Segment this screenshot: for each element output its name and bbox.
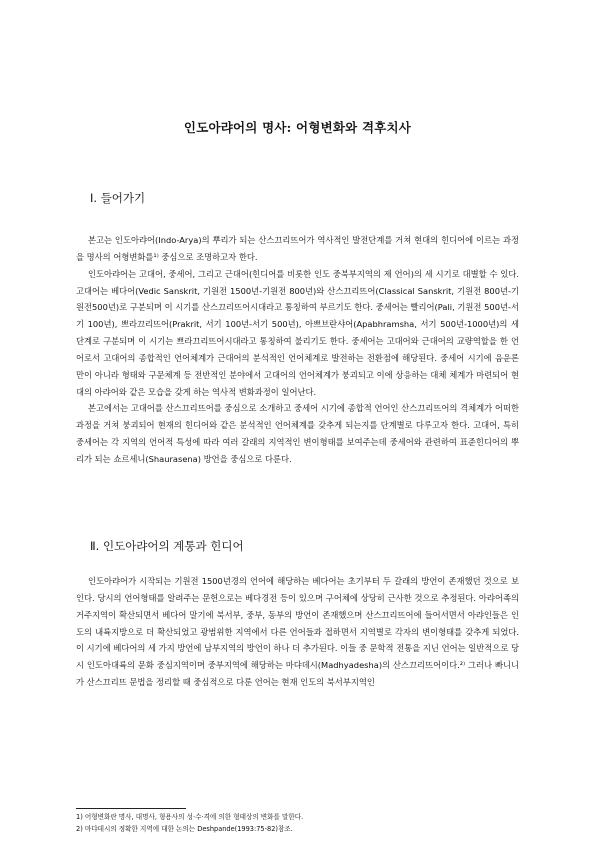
section-heading-lineage: Ⅱ. 인도아랴어의 계통과 힌디어: [90, 539, 244, 553]
footnotes: [76, 812, 536, 835]
footnote-divider: [76, 808, 186, 809]
paragraph: 인도아랴어가 시작되는 기원전 1500년경의 언어에 해당하는 베다어는 초기부터 두 갈래의 방언이 존재했던 것으로 보인다. 당시의 언어형태를 알려주는 문헌으로는 베다경전 등이 있으며 구어체에 상당히 근사한 것으로 추정된다. 아랴어족의 거주지역이 확산되면서 베다어 말기에 북서부, 중부, 동부의 방언이 존재했으며 산스끄리뜨어에 들어서면서 아랴인들은 인도의 내륙지방으로 더 확산되었고 광범위한 지역에서 다른 언어들과 접하면서 지역별로 각자의 변이형태를 갖추게 되었다. 이 시기에 베다어의 세 가지 방언에 남부지역의 방언이 하나 더 추가된다. 이들 중 문학적 전통을 지닌 언어는 일반적으로 당시 인도아대륙의 문화 중심지역이며 중부지역에 해당하는 마댜데시(Madhyadesha)의 산스끄리뜨어이다.²⁾ 그러나 빠니니가 산스끄리뜨 문법을 정리할 때 중심적으로 다룬 언어는 현재 인도의 북서부지역인: [76, 576, 519, 688]
paper-title: 인도아랴어의 명사: 어형변화와 격후치사: [183, 120, 412, 135]
footnote-2: 2) 마댜데시의 정확한 지역에 대한 논의는 Deshpande(1993:75-82)참조.: [76, 824, 293, 833]
section-body-lineage: [76, 573, 519, 691]
section-heading-introduction: Ⅰ. 들어가기: [90, 191, 146, 205]
section-body-introduction: [76, 232, 519, 468]
paragraph: 본고에서는 고대어를 산스끄리뜨어를 중심으로 소개하고 중세어 시기에 종합적 언어인 산스끄리뜨어의 격체계가 어떠한 과정을 거쳐 붕괴되어 현재의 힌디어와 같은 분석적인 언어체계를 갖추게 되는지를 단계별로 다루고자 한다. 고대어, 특히 중세어는 각 지역의 언어적 특성에 따라 여러 갈래의 지역적인 변이형태를 보여주는데 중세어와 관련하여 표준힌디어의 뿌리가 되는 쇼르세니(Shaurasena) 방언을 중심으로 다룬다.: [76, 403, 519, 464]
paragraph: 인도아랴어는 고대어, 중세어, 그리고 근대어(힌디어를 비롯한 인도 중북부지역의 제 언어)의 세 시기로 대별할 수 있다. 고대어는 베다어(Vedic Sanskrit, 기원전 1500년-기원전 800년)와 산스끄리뜨어(Classical Sanskrit, 기원전 800년-기원전500년)로 구분되며 이 시기를 산스끄리뜨어시대라고 통칭하여 부르기도 한다. 중세어는 빨리어(Pali, 기원전 500년-서기 100년), 쁘라끄리뜨어(Prakrit, 서기 100년-서기 500년), 아쁘브란샤어(Apabhramsha, 서기 500년-1000년)의 세 단계로 구분되며 이 시기는 쁘라끄리뜨어시대라고 통칭하여 불리기도 한다. 중세어는 고대어와 근대어의 교량역할을 한 언어로서 고대어의 종합적인 언어체계가 근대어의 분석적인 언어체계로 발전하는 전환점에 해당된다. 중세어 시기에 음운론만이 아니라 형태와 구문체계 등 전반적인 분야에서 고대어의 언어체계가 붕괴되고 이에 상응하는 대체 체계가 마련되어 현대의 아랴어와 같은 모습을 갖게 하는 역사적 변화과정이 일어난다.: [76, 268, 519, 397]
footnote-1: 1) 어형변화란 명사, 대명사, 형용사의 성·수·격에 의한 형태상의 변화를 말한다.: [76, 813, 304, 821]
paragraph: 본고는 인도아랴어(Indo-Arya)의 뿌리가 되는 산스끄리뜨어가 역사적인 발전단계를 거쳐 현대의 힌디어에 이르는 과정을 명사의 어형변화를¹⁾ 중심으로 조명하고자 한다.: [76, 235, 519, 262]
